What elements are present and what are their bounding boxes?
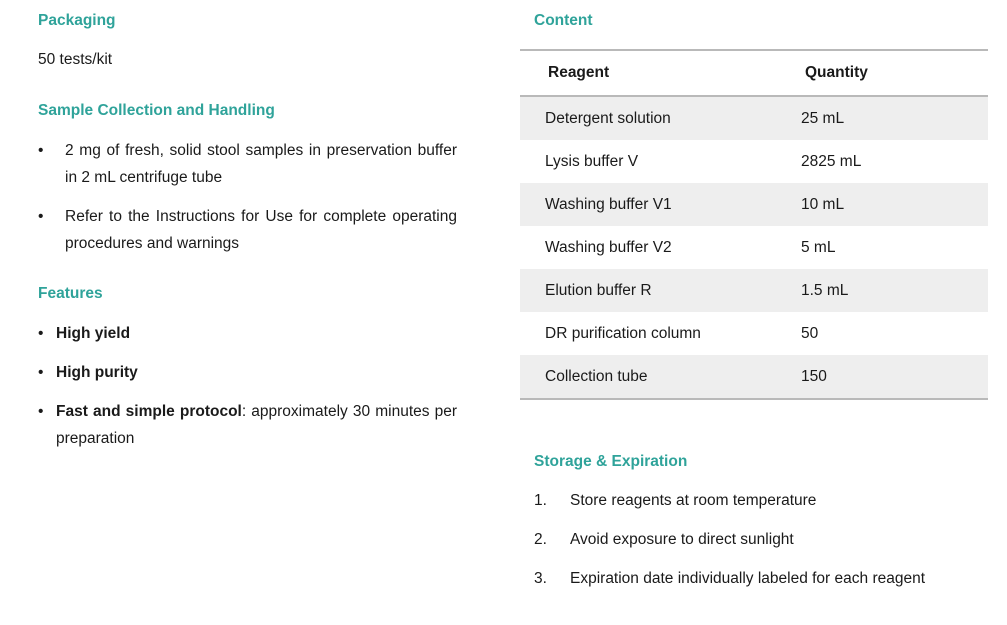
- cell-quantity: 1.5 mL: [801, 281, 849, 299]
- cell-reagent: Washing buffer V2: [545, 238, 672, 256]
- cell-reagent: DR purification column: [545, 324, 701, 342]
- list-item: [534, 489, 925, 528]
- bullet-icon: •: [38, 364, 44, 381]
- cell-quantity: 5 mL: [801, 238, 836, 256]
- list-item: [534, 567, 925, 606]
- content-table: [520, 49, 988, 400]
- cell-reagent: Lysis buffer V: [545, 152, 639, 170]
- list-item: [38, 137, 457, 191]
- content-heading: Content: [534, 12, 593, 29]
- packaging-heading: Packaging: [38, 12, 116, 29]
- table-header-row: [520, 51, 988, 97]
- cell-reagent: Detergent solution: [545, 109, 671, 127]
- cell-reagent: Collection tube: [545, 367, 648, 385]
- column-header-reagent: Reagent: [548, 64, 610, 81]
- list-item-text: 2 mg of fresh, solid stool samples in preservation buffer in 2 mL centrifuge tube: [65, 142, 457, 186]
- sample-collection-heading: Sample Collection and Handling: [38, 102, 275, 119]
- storage-heading: Storage & Expiration: [534, 453, 688, 470]
- list-item-text: Avoid exposure to direct sunlight: [570, 531, 794, 548]
- table-row: [520, 312, 988, 355]
- cell-quantity: 2825 mL: [801, 152, 862, 170]
- feature-title: High purity: [56, 364, 138, 381]
- table-row: [520, 183, 988, 226]
- list-item: [38, 320, 457, 347]
- column-header-quantity: Quantity: [805, 64, 868, 81]
- feature-description: : approximately 30 minutes per preparation: [56, 403, 458, 447]
- feature-title: High yield: [56, 325, 131, 342]
- table-row: [520, 97, 988, 140]
- bullet-icon: •: [38, 403, 44, 420]
- list-number: 2.: [534, 531, 547, 548]
- bullet-icon: •: [38, 142, 44, 159]
- sample-collection-list: [38, 137, 457, 257]
- cell-quantity: 10 mL: [801, 195, 845, 213]
- table-row: [520, 226, 988, 269]
- list-item-text: Expiration date individually labeled for each reagent: [570, 570, 926, 587]
- table-row: [520, 269, 988, 312]
- list-item: [38, 203, 457, 257]
- cell-quantity: 50: [801, 324, 819, 342]
- list-number: 1.: [534, 492, 547, 509]
- list-item: [38, 359, 457, 386]
- bullet-icon: •: [38, 325, 44, 342]
- table-row: [520, 355, 988, 398]
- list-item-text: Store reagents at room temperature: [570, 492, 817, 509]
- list-item: [38, 398, 457, 452]
- list-item-text: Refer to the Instructions for Use for complete operating procedures and warnings: [65, 208, 457, 252]
- cell-quantity: 25 mL: [801, 109, 845, 127]
- list-number: 3.: [534, 570, 547, 587]
- features-list: [38, 320, 457, 452]
- storage-list: [534, 489, 925, 606]
- list-item: [534, 528, 925, 567]
- table-row: [520, 140, 988, 183]
- feature-title: Fast and simple protocol: [56, 403, 242, 420]
- cell-quantity: 150: [801, 367, 827, 385]
- features-heading: Features: [38, 285, 103, 302]
- cell-reagent: Washing buffer V1: [545, 195, 672, 213]
- cell-reagent: Elution buffer R: [545, 281, 652, 299]
- packaging-text: 50 tests/kit: [38, 51, 113, 68]
- bullet-icon: •: [38, 208, 44, 225]
